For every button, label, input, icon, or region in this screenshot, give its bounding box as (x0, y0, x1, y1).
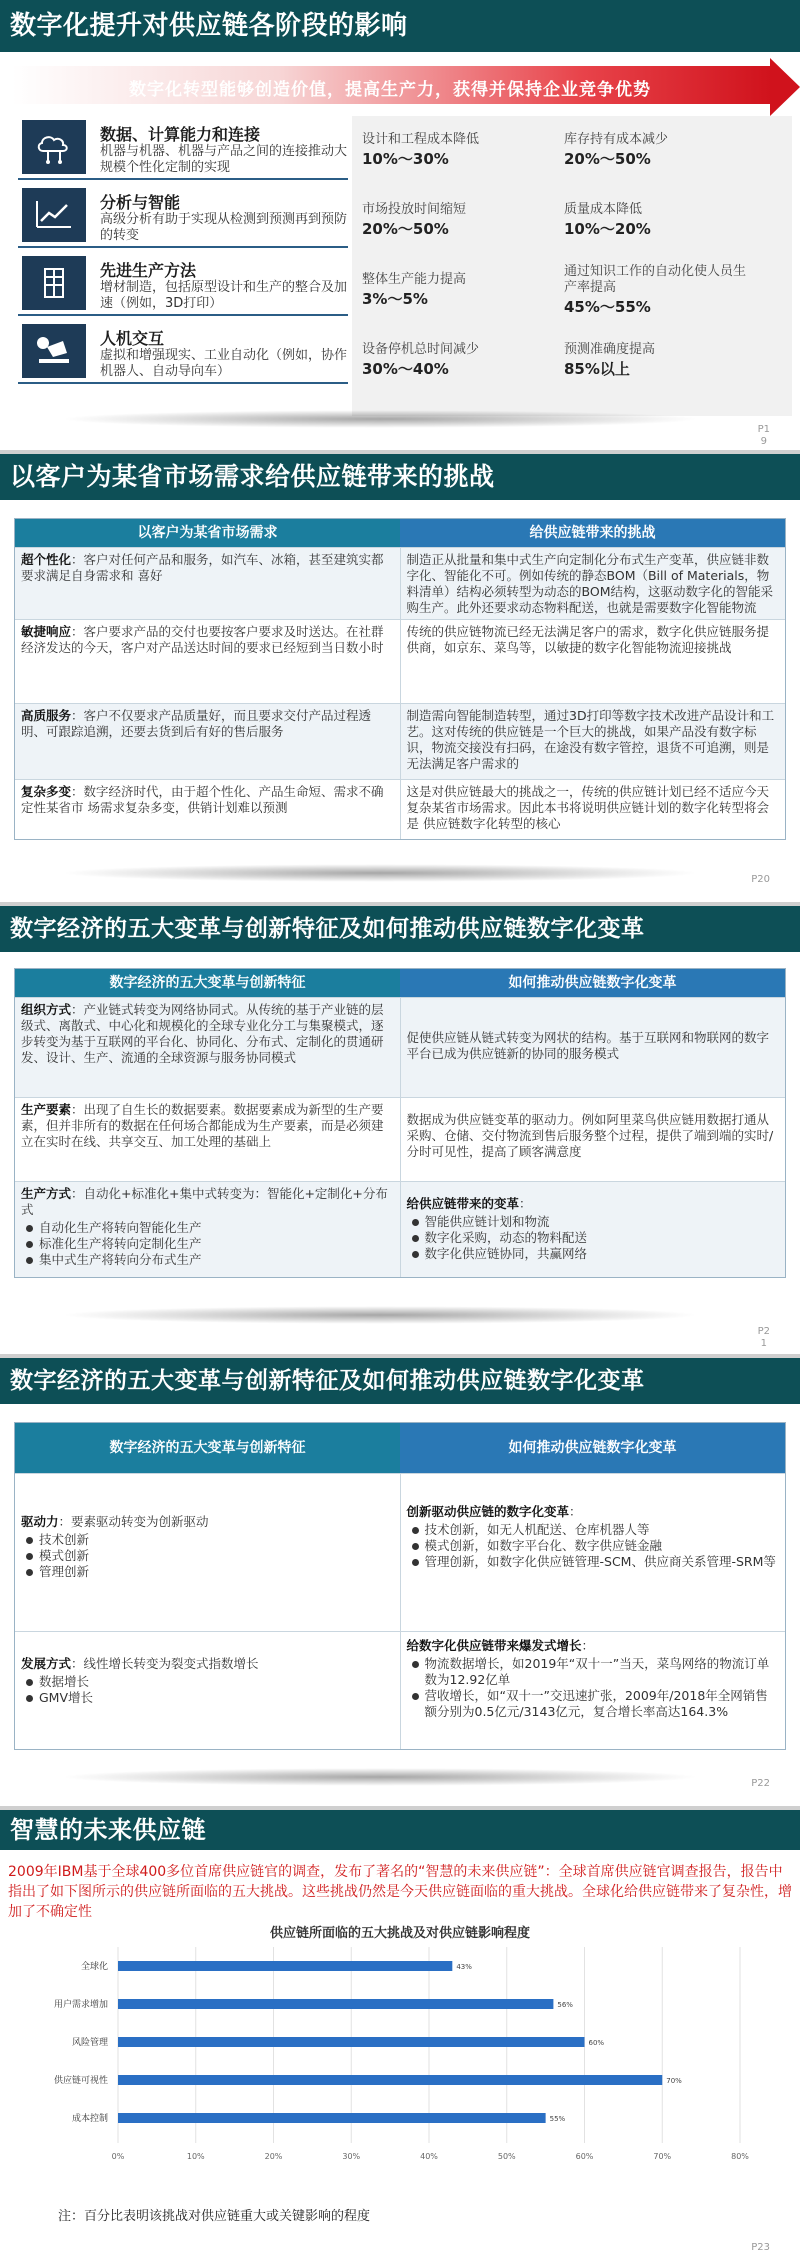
challenge-table (14, 518, 786, 840)
table-row: 驱动力：要素驱动转变为创新驱动 技术创新 模式创新 管理创新 创新驱动供应链的数字化变革： 技术创新，如无人机配送、仓库机器人等 模式创新，如数字平台化、数字供应链金融 管理创新，如数字化供应链管理-SCM、供应商关系管理-SRM等 (15, 1473, 785, 1631)
list-item: 标准化生产将转向定制化生产 (39, 1236, 394, 1252)
list-item: 数字化供应链协同，共赢网络 (425, 1246, 780, 1262)
table-row: 复杂多变：数字经济时代，由于超个性化、产品生命短、需求不确定性某省市 场需求复杂多变，供销计划难以预测 这是对供应链最大的挑战之一，传统的供应链计划已经不适应今天复杂某省市场需求。因此本书将说明供应链计划的数字化转型将会是 供应链数字化转型的核心 (15, 779, 785, 839)
feature-list (18, 116, 348, 388)
slide-five-changes-1 (0, 906, 800, 1354)
feature-item (18, 184, 348, 248)
category-label: 供应链可视性 (53, 2076, 108, 2086)
feature-desc: 增材制造，包括原型设计和生产的整合及加速（例如，3D打印） (100, 280, 348, 311)
cloud-network-icon (22, 120, 86, 174)
slide-title: 智慧的未来供应链 (0, 1810, 800, 1850)
factory-icon (22, 256, 86, 310)
list-item: 物流数据增长，如2019年“双十一”当天，菜鸟网络的物流订单数为12.92亿单 (425, 1656, 780, 1688)
slide-customer-challenges (0, 454, 800, 902)
metric: 库存持有成本减少 20%～50% (564, 132, 669, 168)
data-label: 55% (549, 2115, 566, 2123)
feature-item (18, 116, 348, 180)
list-item: 管理创新，如数字化供应链管理-SCM、供应商关系管理-SRM等 (425, 1554, 780, 1570)
metric: 设备停机总时间减少 30%～40% (362, 342, 480, 378)
list-item: 营收增长，如“双十一”交迅速扩张，2009年/2018年全网销售额分别为0.5亿元/3143亿元，复合增长率高达164.3% (425, 1688, 780, 1720)
bar (118, 1999, 553, 2009)
list-item: GMV增长 (39, 1690, 394, 1706)
bar (118, 1961, 452, 1971)
data-label: 43% (456, 1963, 472, 1971)
page-number: P2 1 (757, 1326, 770, 1349)
table-row: 生产要素：出现了自生长的数据要素。数据要素成为新型的生产要素，但并非所有的数据在任何场合都能成为生产要素，而是必须建立在实时在线、共享交互、加工处理的基础上 数据成为供应链变革的驱动力。例如阿里菜鸟供应链用数据打通从采购、仓储、交付物流到售后服务整个过程，提供了端到端的实时/分时可见性，提高了顾客满意度 (15, 1097, 785, 1181)
category-label: 成本控制 (71, 2114, 108, 2124)
metric: 整体生产能力提高 3%～5% (362, 272, 467, 308)
feature-item (18, 252, 348, 316)
tick-label: 20% (264, 2152, 283, 2161)
analytics-chart-icon (22, 188, 86, 242)
value-banner (0, 60, 800, 112)
table-header: 数字经济的五大变革与创新特征 如何推动供应链数字化变革 (15, 969, 785, 997)
feature-title: 分析与智能 (100, 193, 181, 212)
tick-label: 80% (731, 2152, 749, 2161)
bar (118, 2037, 585, 2047)
data-label: 56% (557, 2001, 573, 2009)
data-label: 60% (588, 2039, 605, 2047)
table-header: 以客户为某省市场需求 给供应链带来的挑战 (15, 519, 785, 547)
page-number: P22 (751, 1778, 770, 1789)
slide-digital-impact (0, 0, 800, 450)
slide-smart-supply-chain (0, 1810, 800, 2259)
changes-table (14, 968, 786, 1278)
metric: 质量成本降低 10%～20% (564, 202, 651, 238)
table-row: 发展方式：线性增长转变为裂变式指数增长 数据增长 GMV增长 给数字化供应链带来爆发式增长： 物流数据增长，如2019年“双十一”当天，菜鸟网络的物流订单数为12.92亿单 营收增长，如“双十一”交迅速扩张，2009年/2018年全网销售额分别为0.5亿元/3143亿元，复合增长率高达164.3% (15, 1631, 785, 1749)
robot-arm-icon (22, 324, 86, 378)
slide-title: 数字经济的五大变革与创新特征及如何推动供应链数字化变革 (0, 906, 800, 952)
table-row: 高质服务：客户不仅要求产品质量好，而且要求交付产品过程透明、可跟踪追溯，还要去货到后有好的售后服务 制造需向智能制造转型，通过3D打印等数字技术改进产品设计和工艺。这对传统的供应链是一个巨大的挑战，如果产品没有数字标识，物流交接没有扫码，在途没有数字管控，退货不可追溯，则是无法满足客户需求的 (15, 703, 785, 779)
bar (118, 2075, 662, 2085)
feature-title: 人机交互 (100, 329, 165, 348)
challenge-bar-chart (0, 1935, 800, 2195)
tick-label: 70% (653, 2152, 672, 2161)
slide-title: 数字化提升对供应链各阶段的影响 (0, 0, 800, 52)
metrics-panel (352, 116, 792, 416)
feature-title: 数据、计算能力和连接 (100, 125, 261, 144)
table-header: 数字经济的五大变革与创新特征 如何推动供应链数字化变革 (15, 1423, 785, 1473)
list-item: 模式创新，如数字平台化、数字供应链金融 (425, 1538, 780, 1554)
feature-desc: 虚拟和增强现实、工业自动化（例如，协作机器人、自动导向车） (100, 348, 348, 379)
page-number: P23 (751, 2242, 770, 2253)
slide-title: 以客户为某省市场需求给供应链带来的挑战 (0, 454, 800, 500)
metric: 预测准确度提高 85%以上 (564, 342, 656, 378)
feature-desc: 机器与机器、机器与产品之间的连接推动大规模个性化定制的实现 (100, 144, 348, 175)
metric: 通过知识工作的自动化使人员生产率提高 45%～55% (564, 264, 747, 316)
feature-title: 先进生产方法 (100, 261, 197, 280)
list-item: 数据增长 (39, 1674, 394, 1690)
list-item: 技术创新，如无人机配送、仓库机器人等 (425, 1522, 780, 1538)
list-item: 管理创新 (39, 1564, 394, 1580)
metric: 市场投放时间缩短 20%～50% (362, 202, 467, 238)
table-row: 敏捷响应：客户要求产品的交付也要按客户要求及时送达。在社群经济发达的今天，客户对产品送达时间的要求已经短到当日数小时 传统的供应链物流已经无法满足客户的需求，数字化供应链服务提供商，如京东、菜鸟等，以敏捷的数字化智能物流迎接挑战 (15, 619, 785, 703)
banner-text: 数字化转型能够创造价值，提高生产力，获得并保持企业竞争优势 (129, 80, 651, 100)
tick-label: 10% (186, 2152, 205, 2161)
tick-label: 60% (575, 2152, 594, 2161)
list-item: 智能供应链计划和物流 (425, 1214, 780, 1230)
slide-five-changes-2 (0, 1358, 800, 1806)
tick-label: 30% (342, 2152, 361, 2161)
table-row: 组织方式：产业链式转变为网络协同式。从传统的基于产业链的层级式、离散式、中心化和规模化的全球专业化分工与集聚模式，逐步转变为基于互联网的平台化、协同化、分布式、定制化的贯通研发、设计、生产、流通的全球资源与服务协同模式 促使供应链从链式转变为网状的结构。基于互联网和物联网的数字平台已成为供应链新的协同的服务模式 (15, 997, 785, 1097)
feature-desc: 高级分析有助于实现从检测到预测再到预防的转变 (100, 212, 348, 243)
feature-item (18, 320, 348, 384)
list-item: 模式创新 (39, 1548, 394, 1564)
page-number: P1 9 (757, 424, 770, 447)
chart-note: 注：百分比表明该挑战对供应链重大或关键影响的程度 (58, 2209, 371, 2224)
list-item: 自动化生产将转向智能化生产 (39, 1220, 394, 1236)
changes-table (14, 1422, 786, 1750)
chart-title: 供应链所面临的五大挑战及对供应链影响程度 (269, 1926, 530, 1941)
list-item: 技术创新 (39, 1532, 394, 1548)
tick-label: 0% (111, 2152, 125, 2161)
category-label: 用户需求增加 (53, 2000, 108, 2010)
list-item: 集中式生产将转向分布式生产 (39, 1252, 394, 1268)
slide-title: 数字经济的五大变革与创新特征及如何推动供应链数字化变革 (0, 1358, 800, 1404)
tick-label: 40% (420, 2152, 438, 2161)
table-row: 超个性化：客户对任何产品和服务，如汽车、冰箱，甚至建筑实都要求满足自身需求和 喜好 制造正从批量和集中式生产向定制化分布式生产变革，供应链非数字化、智能化不可。例如传统的静态BOM（Bill of Materials，物料清单）结构必须转型为动态的BOM结构，这驱动数字化的智能采购生产。此外还要求动态物料配送，也就是需要数字化智能物流 (15, 547, 785, 619)
bar (118, 2113, 546, 2123)
list-item: 数字化采购，动态的物料配送 (425, 1230, 780, 1246)
page-number: P20 (751, 874, 770, 885)
category-label: 风险管理 (71, 2038, 108, 2048)
category-label: 全球化 (80, 1962, 108, 1972)
tick-label: 50% (497, 2152, 516, 2161)
data-label: 70% (666, 2077, 682, 2085)
table-row: 生产方式：自动化+标准化+集中式转变为：智能化+定制化+分布式 自动化生产将转向智能化生产 标准化生产将转向定制化生产 集中式生产将转向分布式生产 给供应链带来的变革： 智能供应链计划和物流 数字化采购，动态的物料配送 数字化供应链协同，共赢网络 (15, 1181, 785, 1277)
intro-paragraph: 2009年IBM基于全球400多位首席供应链官的调查，发布了著名的“智慧的未来供应链”：全球首席供应链官调查报告，报告中指出了如下图所示的供应链所面临的五大挑战。这些挑战仍然是今天供应链面临的重大挑战。全球化给供应链带来了复杂性，增加了不确定性 (8, 1864, 792, 1920)
metric: 设计和工程成本降低 10%～30% (362, 132, 480, 168)
